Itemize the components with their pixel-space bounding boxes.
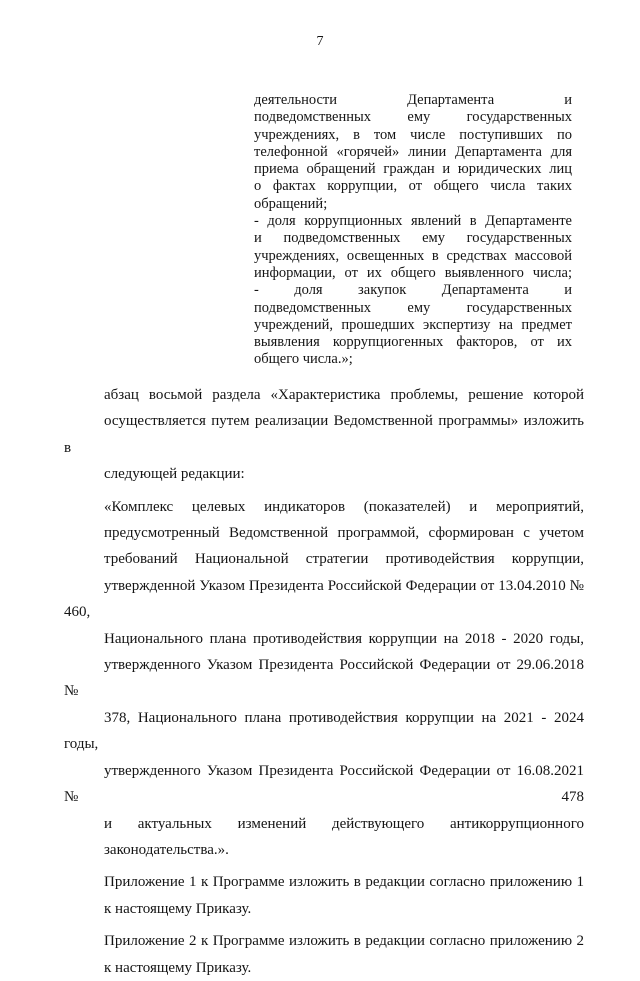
text-line: 378, Национального плана противодействия коррупции на 2021 - 2024 годы, xyxy=(64,709,584,753)
text-line: утвержденной Указом Президента Российской Федерации от 13.04.2010 № 460, xyxy=(64,577,584,621)
text-line: Приложение 1 к Программе изложить в редакции согласно приложению 1 xyxy=(104,874,584,891)
text-line: утвержденного Указом Президента Российской Федерации от 16.08.2021 № 478 xyxy=(64,762,584,806)
quote-line: подведомственных ему государственных xyxy=(254,299,572,316)
quote-line: - доля закупок Департамента и xyxy=(254,282,572,299)
text-line: требований Национальной стратегии противодействия коррупции, xyxy=(104,551,584,568)
quote-line: о фактах коррупции, от общего числа таких xyxy=(254,178,572,195)
body-text xyxy=(64,382,584,981)
quote-line: деятельности Департамента и xyxy=(254,92,572,108)
text-line: Национального плана противодействия коррупции на 2018 - 2020 годы, xyxy=(104,630,584,647)
paragraph-appendix-1 xyxy=(64,869,584,922)
quote-line: обращений; xyxy=(254,195,328,212)
text-line: и актуальных изменений действующего антикоррупционного xyxy=(104,815,584,832)
paragraph-amendment-intro xyxy=(64,382,584,488)
text-line: абзац восьмой раздела «Характеристика проблемы, решение которой xyxy=(104,387,584,403)
quote-line: приема обращений граждан и юридических лиц xyxy=(254,161,572,178)
paragraph-indicators xyxy=(64,494,584,864)
text-line: осуществляется путем реализации Ведомственной программы» изложить в xyxy=(64,413,584,456)
text-line: утвержденного Указом Президента Российской Федерации от 29.06.2018 № xyxy=(64,657,584,700)
quote-line: учреждениях, освещенных в средствах массовой xyxy=(254,247,572,264)
quote-line: информации, от их общего выявленного числа; xyxy=(254,264,572,281)
text-line: к настоящему Приказу. xyxy=(104,959,252,976)
paragraph-appendix-2 xyxy=(64,928,584,981)
text-line: законодательства.». xyxy=(104,841,229,858)
quote-line: - доля коррупционных явлений в Департаменте xyxy=(254,213,572,230)
text-line: Приложение 2 к Программе изложить в редакции согласно приложению 2 xyxy=(104,933,584,950)
text-line: предусмотренный Ведомственной программой, сформирован с учетом xyxy=(104,525,584,542)
quote-line: телефонной «горячей» линии Департамента для xyxy=(254,143,572,160)
page-number: 7 xyxy=(316,34,324,49)
text-line: следующей редакции: xyxy=(104,466,245,483)
quote-line: учреждений, прошедших экспертизу на предмет xyxy=(254,316,572,333)
quote-line: учреждениях, в том числе поступивших по xyxy=(254,126,572,143)
text-line: «Комплекс целевых индикаторов (показателей) и мероприятий, xyxy=(104,498,584,515)
text-line: к настоящему Приказу. xyxy=(104,900,252,917)
quote-line: общего числа.»; xyxy=(254,351,353,368)
quote-line: и подведомственных ему государственных xyxy=(254,230,572,247)
indented-quote-block xyxy=(254,92,572,369)
quote-line: подведомственных ему государственных xyxy=(254,109,572,126)
quote-line: выявления коррупциогенных факторов, от их xyxy=(254,334,572,351)
